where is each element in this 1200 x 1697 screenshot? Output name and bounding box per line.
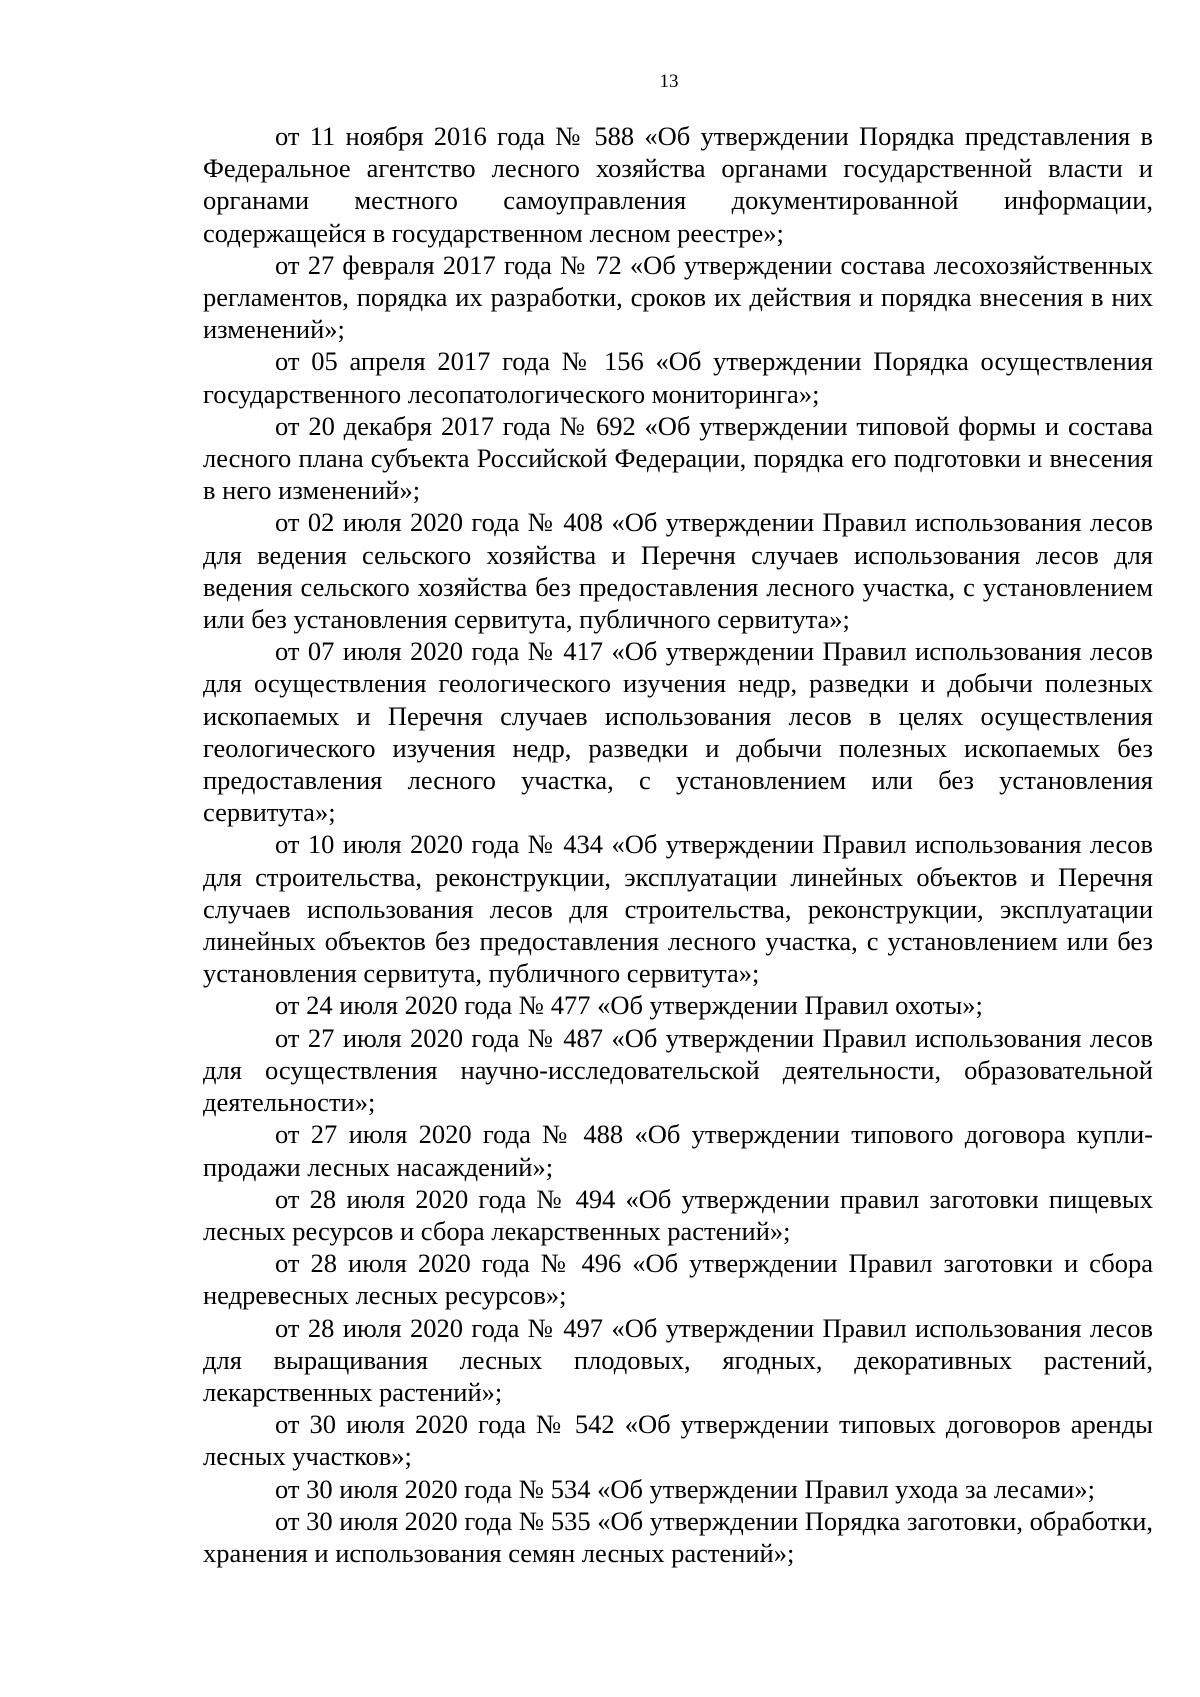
list-item: от 10 июля 2020 года № 434 «Об утверждении Правил использования лесов для строительства, реконструкции, эксплуатации линейных объектов и Перечня случаев использования лесов для строительства, реконструкции, эксплуатации линейных объектов без предоставления лесного участка, с установлением или без установления сервитута, публичного сервитута»; xyxy=(203,829,1153,989)
list-item: от 30 июля 2020 года № 534 «Об утверждении Правил ухода за лесами»; xyxy=(275,1473,1095,1504)
list-item: от 28 июля 2020 года № 497 «Об утверждении Правил использования лесов для выращивания лесных плодовых, ягодных, декоративных растений, лекарственных растений»; xyxy=(203,1312,1153,1407)
list-item: от 07 июля 2020 года № 417 «Об утверждении Правил использования лесов для осуществления геологического изучения недр, разведки и добычи полезных ископаемых и Перечня случаев использования лесов в целях осуществления геологического изучения недр, разведки и добычи полезных ископаемых без предоставления лесного участка, с установлением или без установления сервитута»; xyxy=(203,636,1153,828)
list-item: от 05 апреля 2017 года № 156 «Об утверждении Порядка осуществления государственного лесопатологического мониторинга»; xyxy=(203,346,1153,409)
list-item: от 28 июля 2020 года № 494 «Об утверждении правил заготовки пищевых лесных ресурсов и сбора лекарственных растений»; xyxy=(203,1183,1153,1246)
list-item: от 02 июля 2020 года № 408 «Об утверждении Правил использования лесов для ведения сельского хозяйства и Перечня случаев использования лесов для ведения сельского хозяйства без предоставления лесного участка, с установлением или без установления сервитута, публичного сервитута»; xyxy=(203,507,1153,635)
list-item: от 11 ноября 2016 года № 588 «Об утверждении Порядка представления в Федеральное агентство лесного хозяйства органами государственной власти и органами местного самоуправления документированной информации, содержащейся в государственном лесном реестре»; xyxy=(203,121,1153,248)
list-item: от 27 июля 2020 года № 487 «Об утверждении Правил использования лесов для осуществления научно-исследовательской деятельности, образовательной деятельности»; xyxy=(203,1022,1153,1118)
list-item: от 20 декабря 2017 года № 692 «Об утверждении типовой формы и состава лесного плана субъекта Российской Федерации, порядка его подготовки и внесения в него изменений»; xyxy=(203,410,1153,506)
list-item: от 24 июля 2020 года № 477 «Об утверждении Правил охоты»; xyxy=(275,990,983,1021)
document-body xyxy=(203,120,1153,1569)
list-item: от 30 июля 2020 года № 535 «Об утверждении Порядка заготовки, обработки, хранения и использования семян лесных растений»; xyxy=(203,1505,1153,1568)
page-number: 13 xyxy=(659,71,679,92)
list-item: от 27 июля 2020 года № 488 «Об утверждении типового договора купли-продажи лесных насаждений»; xyxy=(203,1119,1153,1182)
list-item: от 28 июля 2020 года № 496 «Об утверждении Правил заготовки и сбора недревесных лесных ресурсов»; xyxy=(203,1248,1153,1311)
list-item: от 27 февраля 2017 года № 72 «Об утверждении состава лесохозяйственных регламентов, порядка их разработки, сроков их действия и порядка внесения в них изменений»; xyxy=(203,249,1153,345)
list-item: от 30 июля 2020 года № 542 «Об утверждении типовых договоров аренды лесных участков»; xyxy=(203,1409,1153,1472)
